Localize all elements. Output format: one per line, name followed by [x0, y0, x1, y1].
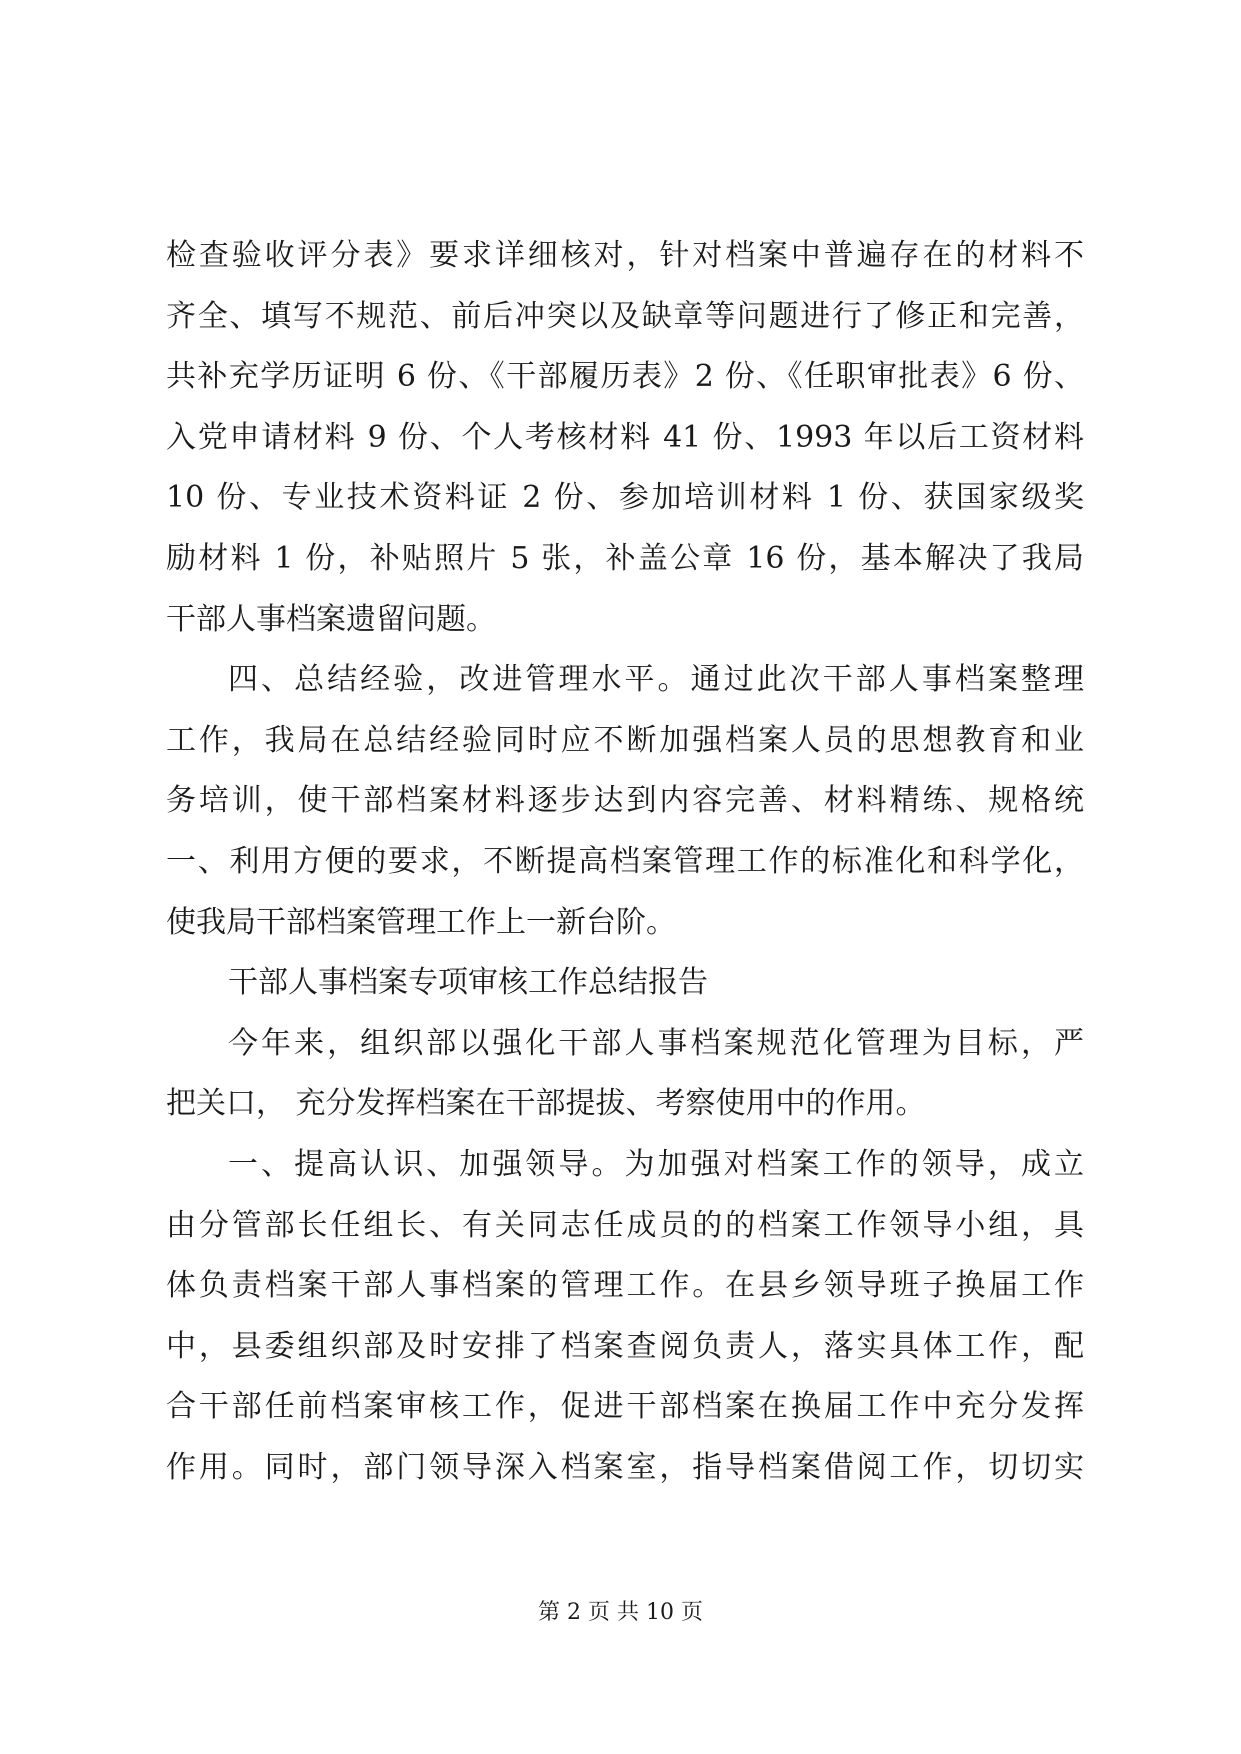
text-line: 工作，我局在总结经验同时应不断加强档案人员的思想教育和业	[166, 722, 1084, 758]
text-line: 务培训，使干部档案材料逐步达到内容完善、材料精练、规格统	[166, 783, 1084, 819]
document-body	[166, 226, 1084, 1498]
text-line: 共补充学历证明 6 份、《干部履历表》2 份、《任职审批表》6 份、	[166, 359, 1084, 395]
text-line: 励材料 1 份，补贴照片 5 张，补盖公章 16 份，基本解决了我局	[166, 540, 1084, 576]
text-line: 检查验收评分表》要求详细核对，针对档案中普遍存在的材料不	[166, 238, 1084, 273]
text-line: 今年来，组织部以强化干部人事档案规范化管理为目标，严	[228, 1025, 1084, 1061]
text-line: 10 份、专业技术资料证 2 份、参加培训材料 1 份、获国家级奖	[166, 480, 1084, 516]
text-line: 由分管部长任组长、有关同志任成员的的档案工作领导小组，具	[166, 1207, 1084, 1243]
text-line: 干部人事档案专项审核工作总结报告	[228, 965, 708, 1001]
page-number-footer: 第 2 页 共 10 页	[538, 1600, 703, 1625]
paragraph-3	[166, 1014, 1084, 1135]
text-line: 使我局干部档案管理工作上一新台阶。	[166, 904, 676, 940]
text-line: 一、利用方便的要求，不断提高档案管理工作的标准化和科学化，	[166, 843, 1084, 879]
text-line: 把关口， 充分发挥档案在干部提拔、考察使用中的作用。	[166, 1086, 926, 1122]
text-line: 干部人事档案遗留问题。	[166, 601, 496, 637]
paragraph-4	[166, 1135, 1084, 1499]
paragraph-1	[166, 226, 1084, 650]
text-line: 合干部任前档案审核工作，促进干部档案在换届工作中充分发挥	[166, 1389, 1084, 1425]
text-line: 一、提高认识、加强领导。为加强对档案工作的领导，成立	[228, 1146, 1084, 1182]
text-line: 体负责档案干部人事档案的管理工作。在县乡领导班子换届工作	[166, 1268, 1084, 1304]
text-line: 四、总结经验，改进管理水平。通过此次干部人事档案整理	[228, 662, 1084, 698]
text-line: 入党申请材料 9 份、个人考核材料 41 份、1993 年以后工资材料	[166, 419, 1084, 455]
paragraph-2	[166, 650, 1084, 953]
section-title	[166, 953, 1084, 1014]
text-line: 齐全、填写不规范、前后冲突以及缺章等问题进行了修正和完善，	[166, 298, 1084, 334]
text-line: 作用。同时，部门领导深入档案室，指导档案借阅工作，切切实	[166, 1449, 1084, 1485]
text-line: 中，县委组织部及时安排了档案查阅负责人，落实具体工作，配	[166, 1328, 1084, 1364]
